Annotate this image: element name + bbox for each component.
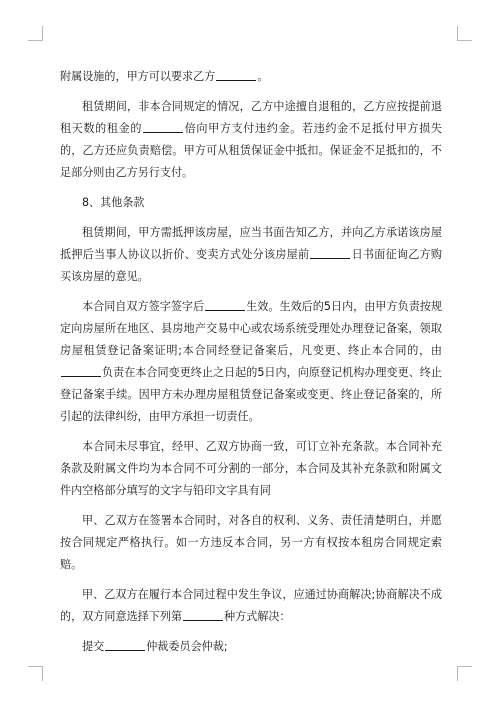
- crop-mark-top-right: [457, 26, 472, 41]
- paragraph-text: 负责在本合同变更终止之日起的5日内，向原登记机构办理变更、终止登记备案手续。因甲方未办理房屋租赁登记备案或变更、终止登记备案的，所引起的法律纠纷，由甲方承担一切责任。: [60, 366, 442, 423]
- paragraph-text: 附属设施的，甲方可以要求乙方: [60, 70, 216, 83]
- fill-in-blank: [143, 120, 183, 133]
- fill-in-blank: [216, 68, 256, 81]
- paragraph-text: 租赁期间，甲方需抵押该房屋，应当书面告知乙方，并向乙方承诺该房屋抵押后当事人协议以折价、变卖方式处分该房屋前: [60, 226, 442, 261]
- paragraph-text: 仲裁委员会仲裁;: [146, 640, 228, 653]
- paragraph: [60, 436, 442, 502]
- paragraph-text: 日书面征询乙方购买该房屋的意见。: [60, 248, 442, 283]
- paragraph-text: 提交: [82, 640, 105, 653]
- crop-mark-bottom-right: [457, 666, 472, 681]
- paragraph: [60, 192, 442, 214]
- paragraph-text: 8、其他条款: [82, 196, 145, 209]
- fill-in-blank: [310, 246, 350, 259]
- fill-in-blank: [183, 608, 223, 621]
- fill-in-blank: [105, 638, 145, 651]
- paragraph-text: 甲、乙双方在履行本合同过程中发生争议，应通过协商解决;协商解决不成的，双方同意选择下列第: [60, 588, 442, 623]
- paragraph: [60, 222, 442, 288]
- paragraph-text: 甲、乙双方在签署本合同时，对各自的权利、义务、责任清楚明白，并愿按合同规定严格执行。如一方违反本合同，另一方有权按本租房合同规定索赔。: [60, 514, 442, 571]
- paragraph: [60, 96, 442, 184]
- paragraph-text: 生效。生效后的5日内，由甲方负责按规定向房屋所在地区、县房地产交易中心或农场系统受理处办理登记备案，领取房屋租赁登记备案证明;本合同经登记备案后，凡变更、终止本合同的，由: [60, 300, 442, 357]
- crop-mark-bottom-left: [28, 666, 43, 681]
- paragraph-text: 本合同未尽事宜，经甲、乙双方协商一致，可订立补充条款。本合同补充条款及附属文件均为本合同不可分割的一部分，本合同及其补充条款和附属文件内空格部分填写的文字与铅印文字具有同: [60, 440, 442, 497]
- paragraph-text: 。: [257, 70, 269, 83]
- fill-in-blank: [205, 298, 245, 311]
- document-body: [60, 66, 442, 666]
- crop-mark-top-left: [28, 26, 43, 41]
- paragraph: [60, 510, 442, 576]
- paragraph: [60, 636, 442, 658]
- paragraph: [60, 584, 442, 628]
- paragraph-text: 种方式解决：: [224, 610, 291, 623]
- paragraph: [60, 296, 442, 428]
- paragraph-text: 本合同自双方签字签字后: [82, 300, 205, 313]
- paragraph: [60, 66, 442, 88]
- fill-in-blank: [61, 364, 101, 377]
- paragraph-text: 租赁期间，非本合同规定的情况，乙方中途擅自退租的，乙方应按提前退租天数的租金的: [60, 100, 442, 135]
- paragraph-text: 倍向甲方支付违约金。若违约金不足抵付甲方损失的，乙方还应负责赔偿。甲方可从租赁保证金中抵扣。保证金不足抵扣的，不足部分则由乙方另行支付。: [60, 122, 442, 179]
